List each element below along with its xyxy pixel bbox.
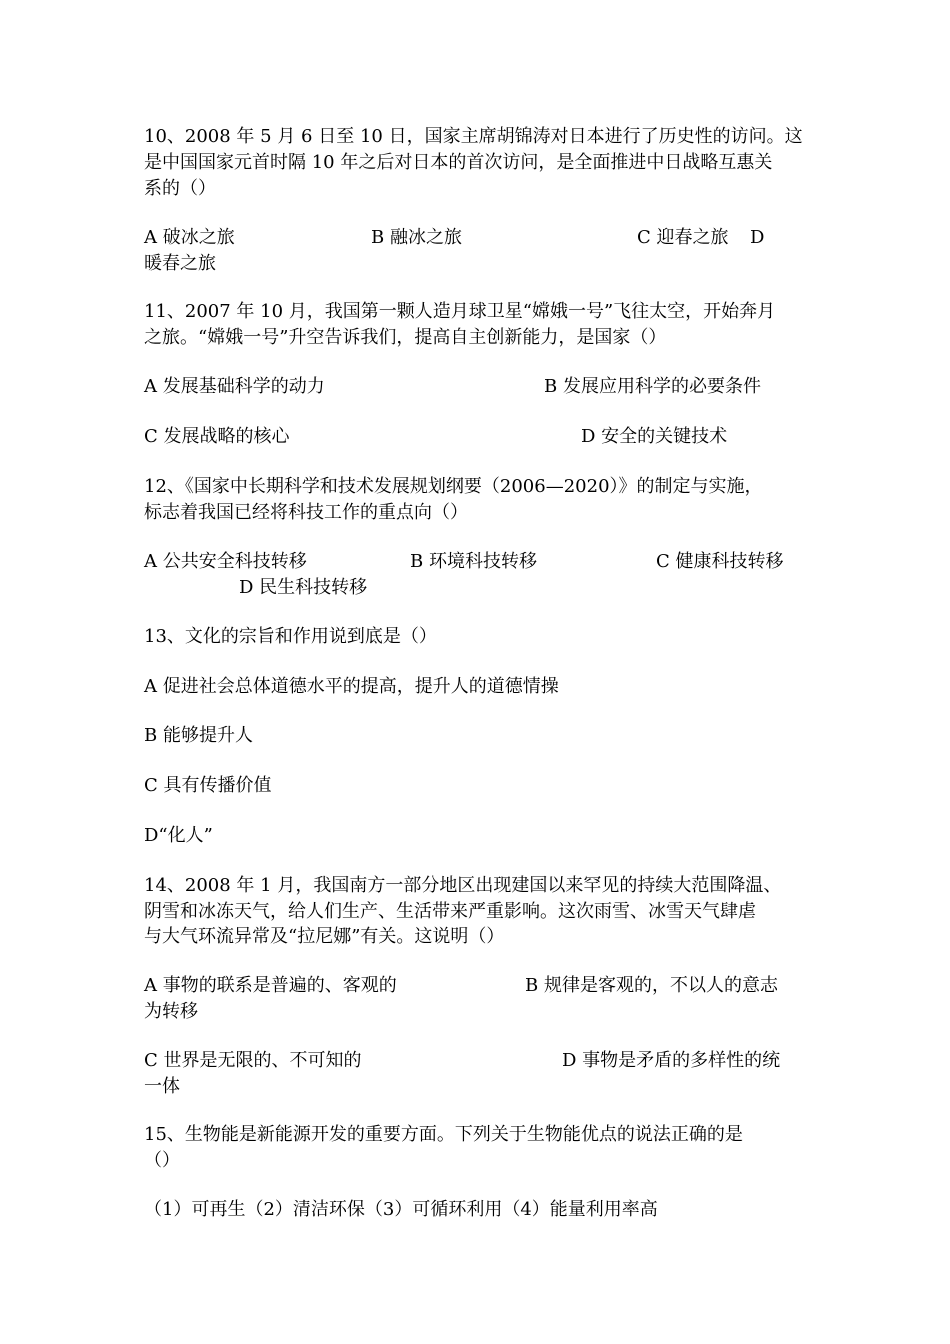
question-10-stem-line-3: 系的（） — [144, 178, 216, 199]
question-14-option-b-continued: 为转移 — [144, 1001, 198, 1022]
question-12-stem-line-1: 12、《国家中长期科学和技术发展规划纲要（2006—2020）》的制定与实施， — [144, 476, 763, 497]
question-15-stem-line-1: 15、生物能是新能源开发的重要方面。下列关于生物能优点的说法正确的是 — [144, 1124, 743, 1145]
question-12-option-b: B 环境科技转移 — [410, 551, 537, 572]
question-11-option-a: A 发展基础科学的动力 — [144, 376, 325, 397]
question-13-option-b: B 能够提升人 — [144, 725, 253, 746]
question-14-stem-line-2: 阴雪和冰冻天气，给人们生产、生活带来严重影响。这次雨雪、冰雪天气肆虐 — [144, 901, 756, 922]
question-14-option-d-continued: 一体 — [144, 1076, 180, 1097]
question-13-option-c: C 具有传播价值 — [144, 775, 272, 796]
question-15-stem-line-2: （） — [144, 1150, 180, 1171]
question-12-option-a: A 公共安全科技转移 — [144, 551, 307, 572]
question-11-option-d: D 安全的关键技术 — [581, 426, 728, 447]
question-14-option-d: D 事物是矛盾的多样性的统 — [562, 1050, 781, 1071]
question-14-stem-line-1: 14、2008 年 1 月，我国南方一部分地区出现建国以来罕见的持续大范围降温、 — [144, 875, 782, 896]
question-10-option-a: A 破冰之旅 — [144, 227, 235, 248]
question-13-option-a: A 促进社会总体道德水平的提高，提升人的道德情操 — [144, 676, 559, 697]
question-15-items: （1）可再生（2）清洁环保（3）可循环利用（4）能量利用率高 — [144, 1199, 658, 1220]
question-10-option-d-prefix: D — [750, 227, 765, 248]
question-14-option-b: B 规律是客观的，不以人的意志 — [525, 975, 778, 996]
question-10-stem-line-1: 10、2008 年 5 月 6 日至 10 日，国家主席胡锦涛对日本进行了历史性的访问。这 — [144, 126, 803, 147]
question-12-stem-line-2: 标志着我国已经将科技工作的重点向（） — [144, 502, 468, 523]
question-11-stem-line-2: 之旅。“嫦娥一号”升空告诉我们，提高自主创新能力，是国家（） — [144, 327, 667, 348]
question-11-stem-line-1: 11、2007 年 10 月，我国第一颗人造月球卫星“嫦娥一号”飞往太空，开始奔月 — [144, 301, 776, 322]
question-10-option-c: C 迎春之旅 — [637, 227, 729, 248]
question-14-option-a: A 事物的联系是普遍的、客观的 — [144, 975, 397, 996]
question-11-option-b: B 发展应用科学的必要条件 — [544, 376, 761, 397]
question-10-option-b: B 融冰之旅 — [371, 227, 462, 248]
question-13-option-d: D“化人” — [144, 825, 213, 846]
question-13-stem: 13、文化的宗旨和作用说到底是（） — [144, 626, 437, 647]
question-10-option-d-text: 暖春之旅 — [144, 253, 216, 274]
question-12-option-d: D 民生科技转移 — [239, 577, 368, 598]
question-12-option-c: C 健康科技转移 — [656, 551, 784, 572]
question-14-option-c: C 世界是无限的、不可知的 — [144, 1050, 362, 1071]
question-14-stem-line-3: 与大气环流异常及“拉尼娜”有关。这说明（） — [144, 926, 505, 947]
question-11-option-c: C 发展战略的核心 — [144, 426, 290, 447]
question-10-stem-line-2: 是中国国家元首时隔 10 年之后对日本的首次访问，是全面推进中日战略互惠关 — [144, 152, 773, 173]
